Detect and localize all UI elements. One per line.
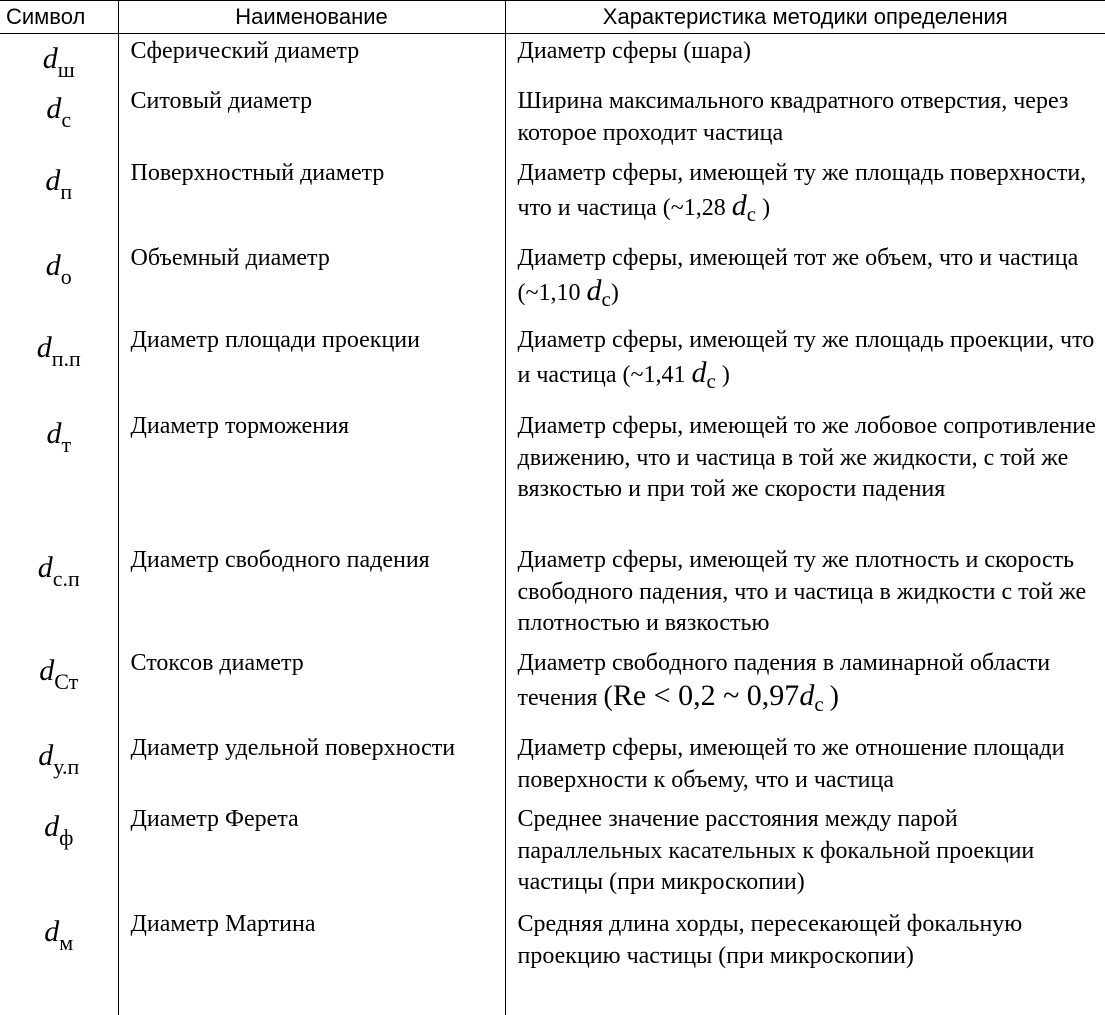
ref-symbol: $d_с$	[799, 678, 824, 716]
description-cell	[505, 802, 1105, 907]
table-row	[0, 646, 1105, 731]
description-tail: )	[610, 279, 619, 306]
symbol-cell	[0, 34, 118, 85]
description-text: Диаметр сферы, имеющей то же отношение площади поверхности к объему, что и частица	[517, 735, 1065, 793]
symbol-subscript: м	[59, 930, 74, 955]
formula-close-paren: )	[829, 680, 839, 712]
name-cell: Сферический диаметр	[118, 34, 505, 85]
symbol-subscript: п	[60, 179, 73, 204]
ref-symbol: $d_с$	[691, 355, 716, 393]
symbol-cell	[0, 156, 118, 241]
description-cell	[505, 84, 1105, 156]
description-tail: )	[762, 194, 771, 221]
description-cell	[505, 156, 1105, 241]
symbol-cell	[0, 731, 118, 802]
symbol-base: d	[44, 810, 60, 843]
symbol-cell	[0, 907, 118, 1015]
symbol-base: d	[42, 42, 58, 75]
name-cell: Ситовый диаметр	[118, 84, 505, 156]
symbol-cell	[0, 646, 118, 731]
name-cell: Объемный диаметр	[118, 241, 505, 323]
name-cell: Стоксов диаметр	[118, 646, 505, 731]
description-cell	[505, 409, 1105, 543]
symbol-cell	[0, 802, 118, 907]
symbol-subscript: с.п	[52, 566, 80, 591]
description-cell	[505, 543, 1105, 646]
symbol-base: d	[45, 249, 61, 282]
symbol-base: d	[44, 915, 60, 948]
description-text: Диаметр свободного падения в ламинарной области течения	[517, 650, 1051, 711]
table-row	[0, 802, 1105, 907]
table-row	[0, 907, 1105, 1015]
symbol-subscript: п.п	[51, 346, 81, 371]
name-cell: Диаметр свободного падения	[118, 543, 505, 646]
symbol-subscript: у.п	[53, 754, 80, 779]
description-text: Диаметр сферы, имеющей ту же плотность и скорость свободного падения, что и частица в жидкости с той же плотностью и вязкостью	[517, 547, 1087, 636]
symbol-base: d	[37, 551, 53, 584]
description-cell	[505, 34, 1105, 85]
table-row	[0, 409, 1105, 543]
name-cell: Диаметр Мартина	[118, 907, 505, 1015]
symbol-base: d	[45, 164, 61, 197]
description-text: Средняя длина хорды, пересекающей фокальную проекцию частицы (при микроскопии)	[517, 911, 1023, 969]
table-row	[0, 34, 1105, 85]
symbol-base: d	[36, 331, 52, 364]
description-text: Ширина максимального квадратного отверстия, через которое проходит частица	[517, 88, 1069, 146]
ref-symbol: $d_с$	[731, 188, 757, 226]
name-cell: Диаметр Ферета	[118, 802, 505, 907]
ref-symbol: $d_с$	[586, 273, 611, 311]
description-cell	[505, 731, 1105, 802]
description-cell	[505, 241, 1105, 323]
symbol-subscript: о	[60, 264, 72, 289]
header-name: Наименование	[118, 1, 505, 34]
symbol-cell	[0, 409, 118, 543]
symbol-cell	[0, 323, 118, 409]
description-tail: )	[721, 361, 730, 388]
symbol-subscript: ш	[57, 57, 75, 82]
symbol-base: d	[39, 654, 55, 687]
symbol-subscript: с	[61, 107, 72, 132]
header-symbol: Символ	[0, 1, 118, 34]
header-method: Характеристика методики определения	[505, 1, 1105, 34]
symbol-subscript: т	[61, 432, 72, 457]
description-cell	[505, 907, 1105, 1015]
description-cell	[505, 646, 1105, 731]
name-cell: Поверхностный диаметр	[118, 156, 505, 241]
table-row	[0, 156, 1105, 241]
description-text: Среднее значение расстояния между парой параллельных касательных к фокальной проекции частицы (при микроскопии)	[517, 806, 1035, 895]
name-cell: Диаметр удельной поверхности	[118, 731, 505, 802]
description-text: Диаметр сферы, имеющей ту же площадь поверхности, что и частица (~1,28	[517, 160, 1087, 221]
table-row	[0, 241, 1105, 323]
description-text: Диаметр сферы, имеющей ту же площадь проекции, что и частица (~1,41	[517, 327, 1095, 388]
symbol-base: d	[38, 739, 54, 772]
table-row	[0, 543, 1105, 646]
table-header-row	[0, 1, 1105, 34]
description-text: Диаметр сферы, имеющей то же лобовое сопротивление движению, что и частица в той же жидкости, с той же вязкостью и при той же скорости падения	[517, 413, 1096, 502]
table-row	[0, 84, 1105, 156]
description-cell	[505, 323, 1105, 409]
formula-open-paren: (	[603, 680, 613, 712]
symbol-subscript: ф	[59, 825, 74, 850]
description-text: Диаметр сферы (шара)	[517, 38, 752, 64]
symbol-cell	[0, 543, 118, 646]
symbol-subscript: Ст	[54, 669, 79, 694]
name-cell: Диаметр площади проекции	[118, 323, 505, 409]
symbol-base: d	[46, 92, 62, 125]
symbol-cell	[0, 241, 118, 323]
name-cell: Диаметр торможения	[118, 409, 505, 543]
table-row	[0, 323, 1105, 409]
symbol-base: d	[46, 417, 62, 450]
symbol-cell	[0, 84, 118, 156]
description-text: Диаметр сферы, имеющей тот же объем, что и частица (~1,10	[517, 245, 1079, 306]
table-row	[0, 731, 1105, 802]
formula-text: Re < 0,2 ~ 0,97	[612, 678, 800, 712]
